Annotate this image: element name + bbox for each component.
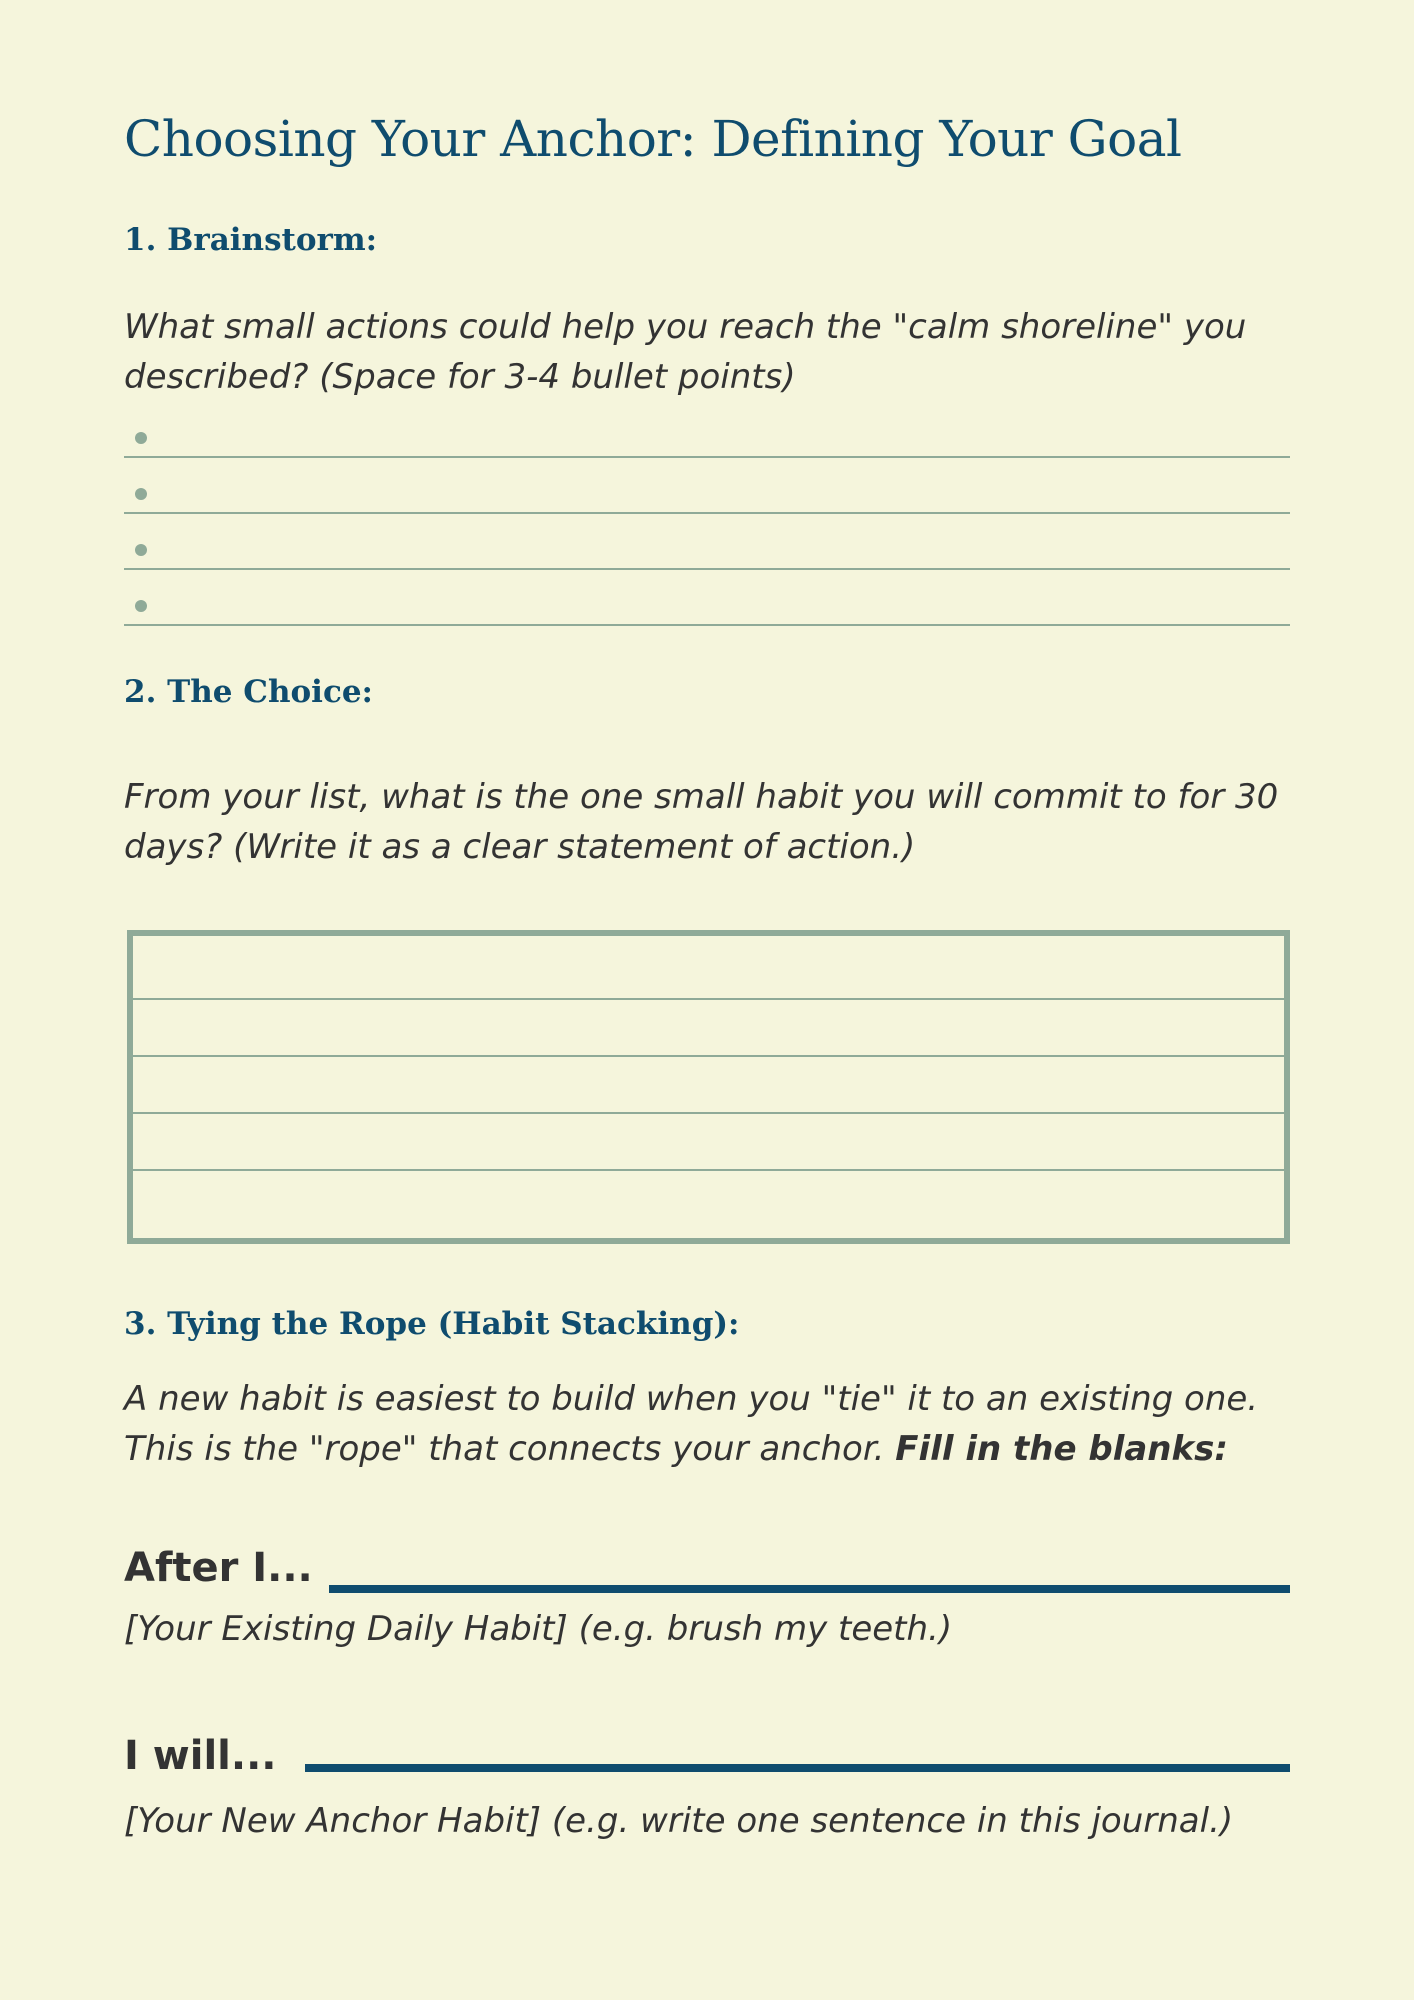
page-title: Choosing Your Anchor: Defining Your Goal [124,110,1182,168]
bullet-line[interactable] [124,514,1290,570]
will-hint: [Your New Anchor Habit] (e.g. write one sentence in this journal.) [124,1801,1234,1841]
habit-stacking-intro-text: A new habit is easiest to build when you "tie" it to an existing one. This is the "rope" that connects your anchor. [124,1379,1259,1469]
brainstorm-heading: 1. Brainstorm: [124,222,378,258]
habit-statement-box[interactable] [127,930,1290,1244]
fill-in-instruction: Fill in the blanks: [895,1429,1228,1469]
bullet-line[interactable] [124,458,1290,514]
bullet-line[interactable] [124,570,1290,626]
will-label: I will... [124,1733,277,1779]
habit-stacking-heading: 3. Tying the Rope (Habit Stacking): [124,1306,740,1342]
after-hint: [Your Existing Daily Habit] (e.g. brush my teeth.) [124,1609,953,1649]
brainstorm-bullet-list [124,420,1290,626]
brainstorm-prompt: What small actions could help you reach the "calm shoreline" you described? (Space for 3-4 bullet points) [124,307,1247,397]
choice-heading: 2. The Choice: [124,674,373,710]
bullet-dot-icon [135,488,147,500]
will-blank[interactable] [305,1764,1290,1772]
bullet-dot-icon [135,432,147,444]
bullet-dot-icon [135,544,147,556]
writing-line [133,1055,1284,1057]
writing-line [133,998,1284,1000]
after-blank[interactable] [329,1585,1290,1593]
bullet-dot-icon [135,600,147,612]
habit-stacking-intro [124,1374,1290,1474]
after-label: After I... [124,1545,313,1591]
writing-line [133,1169,1284,1171]
choice-prompt: From your list, what is the one small habit you will commit to for 30 days? (Write it as a clear statement of action.) [124,777,1279,867]
writing-line [133,1112,1284,1114]
bullet-line[interactable] [124,420,1290,458]
